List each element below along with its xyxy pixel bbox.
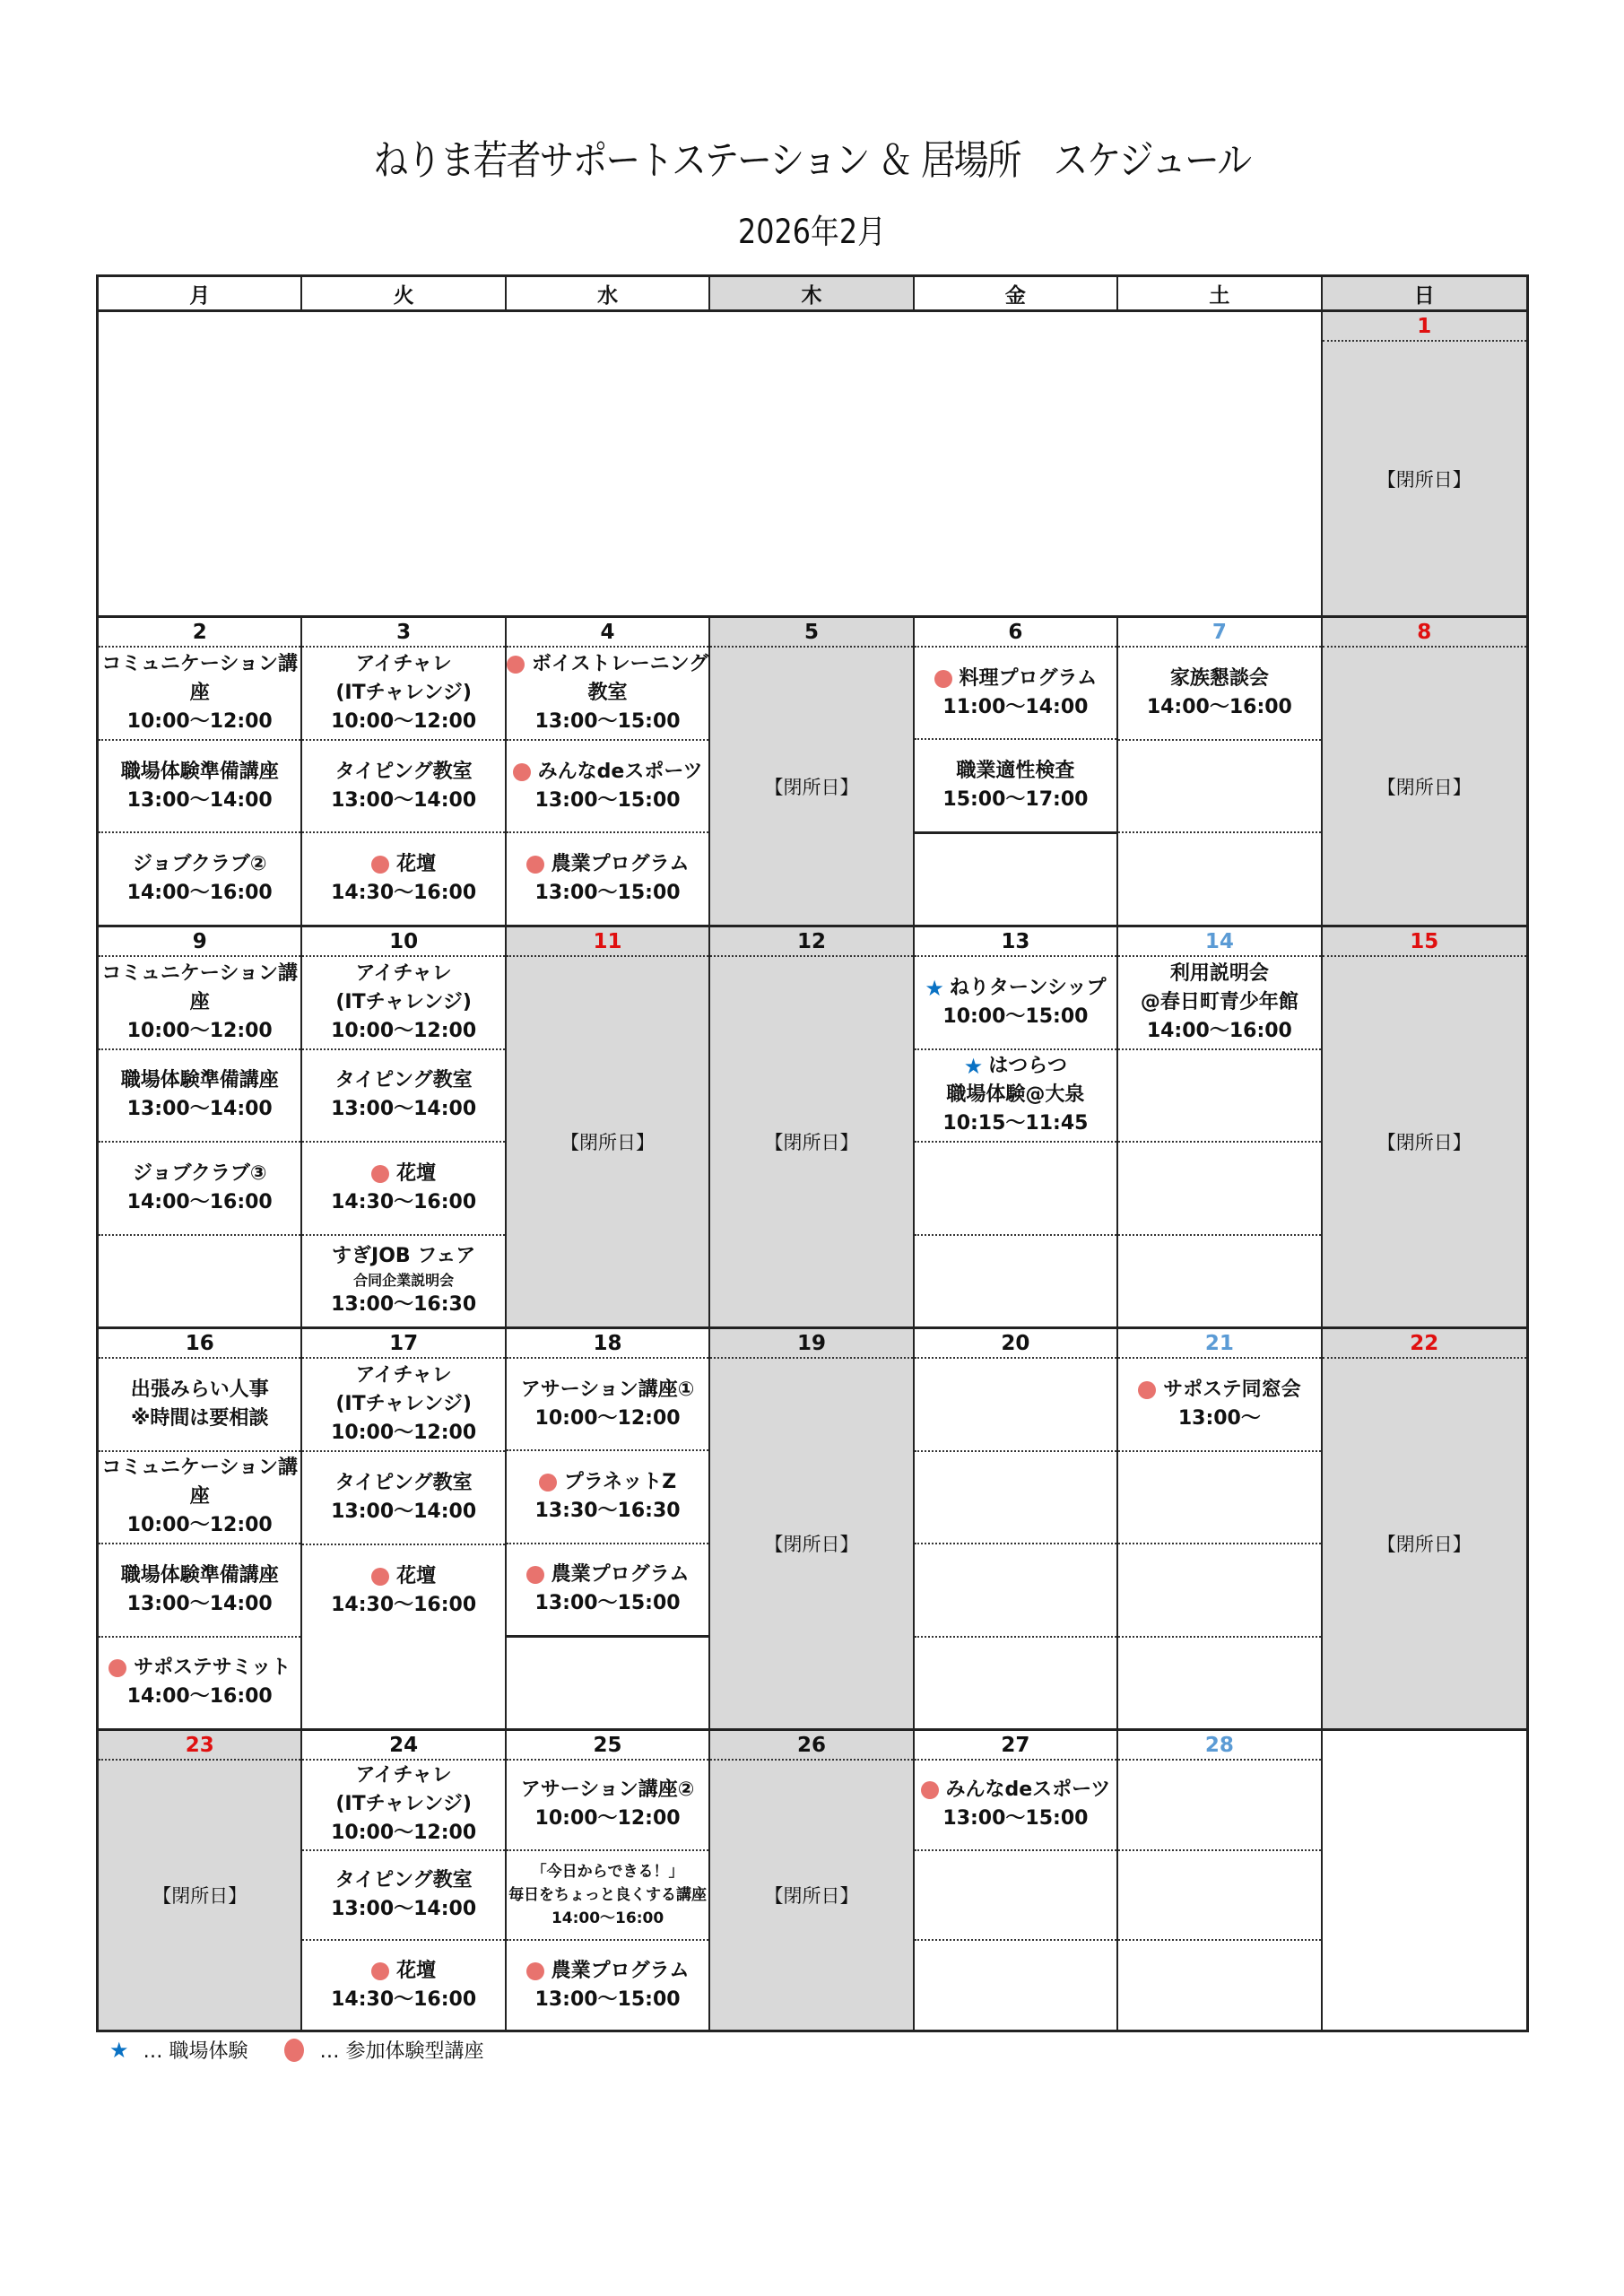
event-slot[interactable] — [99, 741, 300, 834]
date-number: 7 — [1118, 618, 1320, 648]
day-cell-empty — [1323, 1731, 1526, 2030]
event-slot[interactable] — [302, 957, 504, 1050]
calendar — [96, 274, 1529, 2032]
day-cell-10[interactable] — [302, 927, 506, 1326]
event-slot[interactable] — [302, 1452, 504, 1545]
event-name: 農業プログラム — [551, 1959, 690, 1982]
date-number: 26 — [710, 1731, 912, 1761]
dot-icon — [284, 2039, 304, 2062]
date-number: 18 — [507, 1329, 708, 1359]
event-time: 14:00～16:00 — [1146, 695, 1292, 718]
legend — [109, 2036, 484, 2064]
event-time: 10:00～12:00 — [331, 1019, 477, 1042]
event-name: 農業プログラム — [551, 1563, 690, 1587]
event-slot[interactable] — [99, 833, 300, 925]
event-name: 「今日からできる！」 — [531, 1863, 684, 1881]
event-slot[interactable] — [507, 741, 708, 834]
event-slot[interactable] — [99, 1638, 300, 1729]
event-name: 職場体験準備講座 — [120, 760, 279, 783]
dot-icon — [371, 1165, 389, 1183]
event-name: アイチャレ — [355, 1364, 452, 1387]
event-name: タイピング教室 — [334, 760, 473, 783]
event-slot[interactable] — [507, 1851, 708, 1942]
week-row — [99, 1329, 1526, 1731]
closed-label: 【閉所日】 — [560, 1132, 656, 1153]
weekday-wed: 水 — [507, 277, 710, 309]
event-slot[interactable] — [302, 1941, 504, 2030]
date-number: 10 — [302, 927, 504, 957]
event-slot[interactable] — [1118, 957, 1320, 1050]
event-slot[interactable] — [915, 957, 1116, 1050]
day-cell-17[interactable] — [302, 1329, 506, 1728]
weekday-header — [99, 277, 1526, 312]
day-cell-empty — [507, 312, 710, 615]
event-slot[interactable] — [507, 1544, 708, 1638]
date-number: 13 — [915, 927, 1116, 957]
empty-slot — [1118, 1236, 1320, 1327]
event-time: 14:30～16:00 — [331, 882, 477, 905]
date-number: 15 — [1323, 927, 1526, 957]
closed-label: 【閉所日】 — [1376, 468, 1472, 491]
day-cell-26[interactable] — [710, 1731, 914, 2030]
date-number: 9 — [99, 927, 300, 957]
event-slot[interactable] — [99, 1143, 300, 1236]
event-time: 13:00～16:30 — [331, 1293, 477, 1317]
empty-slot — [1118, 1143, 1320, 1236]
event-time: 10:00～12:00 — [331, 1822, 477, 1845]
event-time: 13:00～14:00 — [126, 1098, 273, 1121]
star-icon: ★ — [963, 1054, 984, 1080]
event-note: 合同企業説明会 — [353, 1272, 455, 1290]
event-slot[interactable] — [915, 1050, 1116, 1144]
date-number: 8 — [1323, 618, 1526, 648]
week-row — [99, 927, 1526, 1329]
event-time: 13:00～15:00 — [534, 882, 681, 905]
dot-icon — [1138, 1381, 1156, 1399]
event-slot[interactable] — [915, 740, 1116, 833]
month-label: 2026年2月 — [738, 213, 886, 251]
event-slot[interactable] — [302, 648, 504, 741]
day-cell-4[interactable] — [507, 618, 710, 925]
event-time: 10:00～12:00 — [534, 1406, 681, 1430]
date-number: 16 — [99, 1329, 300, 1359]
event-slot[interactable] — [507, 1359, 708, 1451]
date-number: 1 — [1323, 312, 1526, 342]
dot-icon — [513, 763, 531, 781]
event-time: 10:15～11:45 — [942, 1112, 1089, 1135]
weekday-sat: 土 — [1118, 277, 1322, 309]
event-time: 14:00～16:00 — [551, 1909, 664, 1927]
event-time: 13:30～16:30 — [534, 1499, 681, 1522]
event-name: コミュニケーション講座 — [101, 652, 299, 704]
event-note: (ITチャレンジ) — [335, 681, 472, 704]
empty-slot — [915, 1143, 1116, 1236]
event-name: アイチャレ — [355, 961, 452, 985]
event-time: 13:00～15:00 — [534, 709, 681, 733]
event-slot[interactable] — [302, 1236, 504, 1327]
legend-workplace: … 職場体験 — [143, 2040, 248, 2063]
event-time: 13:00～14:00 — [331, 788, 477, 812]
empty-slot — [1118, 1941, 1320, 2030]
event-time: 10:00～12:00 — [331, 1422, 477, 1444]
empty-slot — [1118, 1638, 1320, 1729]
closed-label: 【閉所日】 — [1376, 1534, 1472, 1555]
event-slot[interactable] — [507, 1451, 708, 1544]
event-slot[interactable] — [915, 1761, 1116, 1851]
weekday-tue: 火 — [302, 277, 506, 309]
event-name: 家族懇談会 — [1169, 666, 1269, 690]
dot-icon — [507, 656, 525, 674]
event-time: 10:00～12:00 — [534, 1807, 681, 1831]
date-number: 27 — [915, 1731, 1116, 1761]
date-number: 5 — [710, 618, 912, 648]
event-slot[interactable] — [302, 1359, 504, 1452]
empty-slot — [915, 1851, 1116, 1942]
day-cell-empty — [302, 312, 506, 615]
empty-slot — [507, 1638, 708, 1728]
weekday-thu: 木 — [710, 277, 914, 309]
empty-slot — [915, 1236, 1116, 1327]
day-cell-5[interactable] — [710, 618, 914, 925]
day-cell-empty — [915, 312, 1118, 615]
day-cell-18[interactable] — [507, 1329, 710, 1728]
empty-slot — [915, 1638, 1116, 1729]
event-slot[interactable] — [99, 1544, 300, 1638]
event-name: みんなdeスポーツ — [945, 1779, 1111, 1802]
day-cell-3[interactable] — [302, 618, 506, 925]
star-icon: ★ — [109, 2037, 129, 2063]
event-time: 13:00～14:00 — [331, 1898, 477, 1920]
event-note: (ITチャレンジ) — [335, 1393, 472, 1415]
date-number: 23 — [99, 1731, 300, 1761]
dot-icon — [934, 670, 952, 688]
date-number: 11 — [507, 927, 708, 957]
weekday-sun: 日 — [1323, 277, 1526, 309]
event-time: 13:00～14:00 — [126, 788, 273, 812]
event-time: 14:30～16:00 — [331, 1190, 477, 1213]
event-slot[interactable] — [302, 1851, 504, 1942]
event-name: 職場体験準備講座 — [120, 1069, 279, 1092]
day-cell-empty — [710, 312, 914, 615]
event-time: 13:00～ — [1177, 1406, 1261, 1430]
legend-participation: … 参加体験型講座 — [319, 2040, 484, 2063]
event-slot[interactable] — [1118, 648, 1320, 741]
weekday-fri: 金 — [915, 277, 1118, 309]
day-cell-11[interactable] — [507, 927, 710, 1326]
event-name: アサーション講座② — [520, 1779, 695, 1802]
event-slot[interactable] — [99, 1359, 300, 1452]
day-cell-23[interactable] — [99, 1731, 302, 2030]
date-number: 21 — [1118, 1329, 1320, 1359]
day-cell-15[interactable] — [1323, 927, 1526, 1326]
event-name: 職場体験準備講座 — [120, 1563, 279, 1587]
day-cell-7[interactable] — [1118, 618, 1322, 925]
day-cell-13[interactable] — [915, 927, 1118, 1326]
event-slot[interactable] — [1118, 1359, 1320, 1452]
event-name: 利用説明会 — [1169, 961, 1269, 985]
event-slot[interactable] — [99, 957, 300, 1050]
event-note: @春日町青少年館 — [1140, 990, 1298, 1013]
date-number: 25 — [507, 1731, 708, 1761]
date-number: 6 — [915, 618, 1116, 648]
event-time: 14:00～16:00 — [126, 1190, 273, 1213]
day-cell-27[interactable] — [915, 1731, 1118, 2030]
event-name: ジョブクラブ② — [132, 853, 267, 876]
weekday-mon: 月 — [99, 277, 302, 309]
event-name: はつらつ — [988, 1055, 1068, 1078]
event-time: 10:00～15:00 — [942, 1004, 1089, 1028]
empty-slot — [915, 834, 1116, 925]
day-cell-12[interactable] — [710, 927, 914, 1326]
event-name: みんなdeスポーツ — [537, 760, 703, 783]
event-name: 農業プログラム — [551, 853, 690, 876]
day-cell-28[interactable] — [1118, 1731, 1322, 2030]
dot-icon — [526, 856, 544, 874]
closed-label: 【閉所日】 — [764, 1132, 859, 1153]
empty-slot — [302, 1637, 504, 1728]
event-name: アイチャレ — [355, 1764, 452, 1787]
event-time: 13:00～14:00 — [331, 1500, 477, 1523]
event-slot[interactable] — [302, 1761, 504, 1851]
week-row — [99, 312, 1526, 618]
event-slot[interactable] — [915, 648, 1116, 740]
event-slot[interactable] — [99, 1452, 300, 1545]
day-cell-6[interactable] — [915, 618, 1118, 925]
event-time: 14:00～16:00 — [1146, 1019, 1292, 1042]
date-number: 12 — [710, 927, 912, 957]
date-number: 20 — [915, 1329, 1116, 1359]
event-name: ボイストレーニング — [531, 652, 709, 675]
event-time: 15:00～17:00 — [942, 787, 1089, 811]
day-cell-9[interactable] — [99, 927, 302, 1326]
event-time: 13:00～15:00 — [942, 1807, 1089, 1831]
date-number: 22 — [1323, 1329, 1526, 1359]
event-name: アサーション講座① — [520, 1378, 695, 1401]
day-cell-22[interactable] — [1323, 1329, 1526, 1728]
day-cell-empty — [1118, 312, 1322, 615]
empty-slot — [99, 1236, 300, 1327]
event-name: サポステサミット — [134, 1657, 291, 1680]
event-time: 10:00～12:00 — [126, 1019, 273, 1042]
event-name: サポステ同窓会 — [1163, 1378, 1301, 1401]
star-icon: ★ — [925, 975, 944, 1001]
day-cell-empty — [99, 312, 302, 615]
date-number: 4 — [507, 618, 708, 648]
event-slot[interactable] — [302, 1545, 504, 1637]
closed-label: 【閉所日】 — [152, 1885, 248, 1907]
dot-icon — [371, 1962, 389, 1980]
event-name: タイピング教室 — [334, 1472, 473, 1494]
event-time: 14:00～16:00 — [126, 1685, 273, 1709]
event-time: 14:30～16:00 — [331, 1594, 477, 1616]
event-slot[interactable] — [507, 1941, 708, 2030]
empty-slot — [915, 1941, 1116, 2030]
date-number: 19 — [710, 1329, 912, 1359]
event-slot[interactable] — [302, 1143, 504, 1236]
event-slot[interactable] — [302, 741, 504, 834]
event-time: 10:00～12:00 — [126, 709, 273, 733]
date-number: 17 — [302, 1329, 504, 1359]
dot-icon — [109, 1659, 126, 1677]
empty-slot — [915, 1359, 1116, 1452]
event-note: 職場体験@大泉 — [946, 1083, 1085, 1107]
date-number: 14 — [1118, 927, 1320, 957]
event-slot[interactable] — [507, 833, 708, 925]
dot-icon — [539, 1474, 557, 1492]
event-name: タイピング教室 — [334, 1869, 473, 1892]
event-name: 花壇 — [396, 1565, 437, 1587]
empty-slot — [1118, 1761, 1320, 1851]
empty-slot — [1118, 1544, 1320, 1638]
event-name: ジョブクラブ③ — [132, 1161, 267, 1185]
empty-slot — [1118, 1050, 1320, 1144]
event-slot[interactable] — [302, 833, 504, 925]
event-slot[interactable] — [507, 1761, 708, 1851]
event-name: コミュニケーション講座 — [101, 1457, 299, 1509]
event-slot[interactable] — [302, 1050, 504, 1144]
closed-label: 【閉所日】 — [764, 1534, 859, 1555]
empty-slot — [1118, 1452, 1320, 1545]
event-name: コミュニケーション講座 — [101, 961, 299, 1013]
event-time: 10:00～12:00 — [331, 709, 477, 733]
date-number: 28 — [1118, 1731, 1320, 1761]
event-time: 11:00～14:00 — [942, 695, 1089, 718]
event-name: ねりターンシップ — [949, 976, 1107, 999]
event-name: 料理プログラム — [959, 666, 1098, 690]
closed-label: 【閉所日】 — [1376, 776, 1472, 798]
event-slot[interactable] — [507, 648, 708, 741]
closed-label: 【閉所日】 — [1376, 1132, 1472, 1153]
empty-slot — [1118, 833, 1320, 925]
empty-slot — [1118, 1851, 1320, 1942]
day-cell-25[interactable] — [507, 1731, 710, 2030]
empty-slot — [1118, 741, 1320, 834]
event-note: 毎日をちょっと良くする講座 — [508, 1886, 708, 1904]
closed-label: 【閉所日】 — [764, 1885, 859, 1907]
date-number: 3 — [302, 618, 504, 648]
dot-icon — [371, 1568, 389, 1586]
day-cell-21[interactable] — [1118, 1329, 1322, 1728]
date-number: 24 — [302, 1731, 504, 1761]
empty-slot — [915, 1452, 1116, 1545]
day-cell-24[interactable] — [302, 1731, 506, 2030]
closed-label: 【閉所日】 — [764, 776, 859, 798]
day-cell-20[interactable] — [915, 1329, 1118, 1728]
event-name: すぎJOB フェア — [332, 1245, 476, 1268]
day-cell-16[interactable] — [99, 1329, 302, 1728]
event-name: 出張みらい人事 — [130, 1378, 269, 1401]
day-cell-14[interactable] — [1118, 927, 1322, 1326]
event-slot[interactable] — [99, 1050, 300, 1144]
event-name: 職業適性検査 — [956, 759, 1075, 782]
event-time: 13:00～15:00 — [534, 788, 681, 812]
day-cell-8[interactable] — [1323, 618, 1526, 925]
event-note: (ITチャレンジ) — [335, 990, 472, 1013]
event-time: 14:00～16:00 — [126, 882, 273, 905]
dot-icon — [526, 1566, 544, 1584]
date-number: 2 — [99, 618, 300, 648]
day-cell-2[interactable] — [99, 618, 302, 925]
event-note: 教室 — [587, 681, 628, 704]
event-note: (ITチャレンジ) — [335, 1793, 472, 1816]
dot-icon — [921, 1781, 939, 1799]
week-row — [99, 1731, 1526, 2030]
day-cell-1[interactable] — [1323, 312, 1526, 615]
dot-icon — [526, 1962, 544, 1980]
event-time: ※時間は要相談 — [131, 1406, 269, 1430]
event-time: 13:00～14:00 — [126, 1592, 273, 1615]
event-name: アイチャレ — [355, 652, 452, 675]
day-cell-19[interactable] — [710, 1329, 914, 1728]
empty-slot — [915, 1544, 1116, 1638]
event-slot[interactable] — [99, 648, 300, 741]
event-time: 13:00～14:00 — [331, 1098, 477, 1121]
event-time: 13:00～15:00 — [534, 1592, 681, 1615]
week-row — [99, 618, 1526, 927]
event-name: 花壇 — [396, 853, 437, 876]
event-name: 花壇 — [396, 1161, 437, 1185]
dot-icon — [371, 856, 389, 874]
event-time: 10:00～12:00 — [126, 1514, 273, 1537]
event-name: プラネットZ — [563, 1470, 677, 1493]
event-time: 14:30～16:00 — [331, 1987, 477, 2011]
page-title: ねりま若者サポートステーション ＆ 居場所 スケジュール — [373, 136, 1251, 184]
event-time: 13:00～15:00 — [534, 1987, 681, 2011]
event-name: 花壇 — [396, 1959, 437, 1982]
event-name: タイピング教室 — [334, 1069, 473, 1092]
